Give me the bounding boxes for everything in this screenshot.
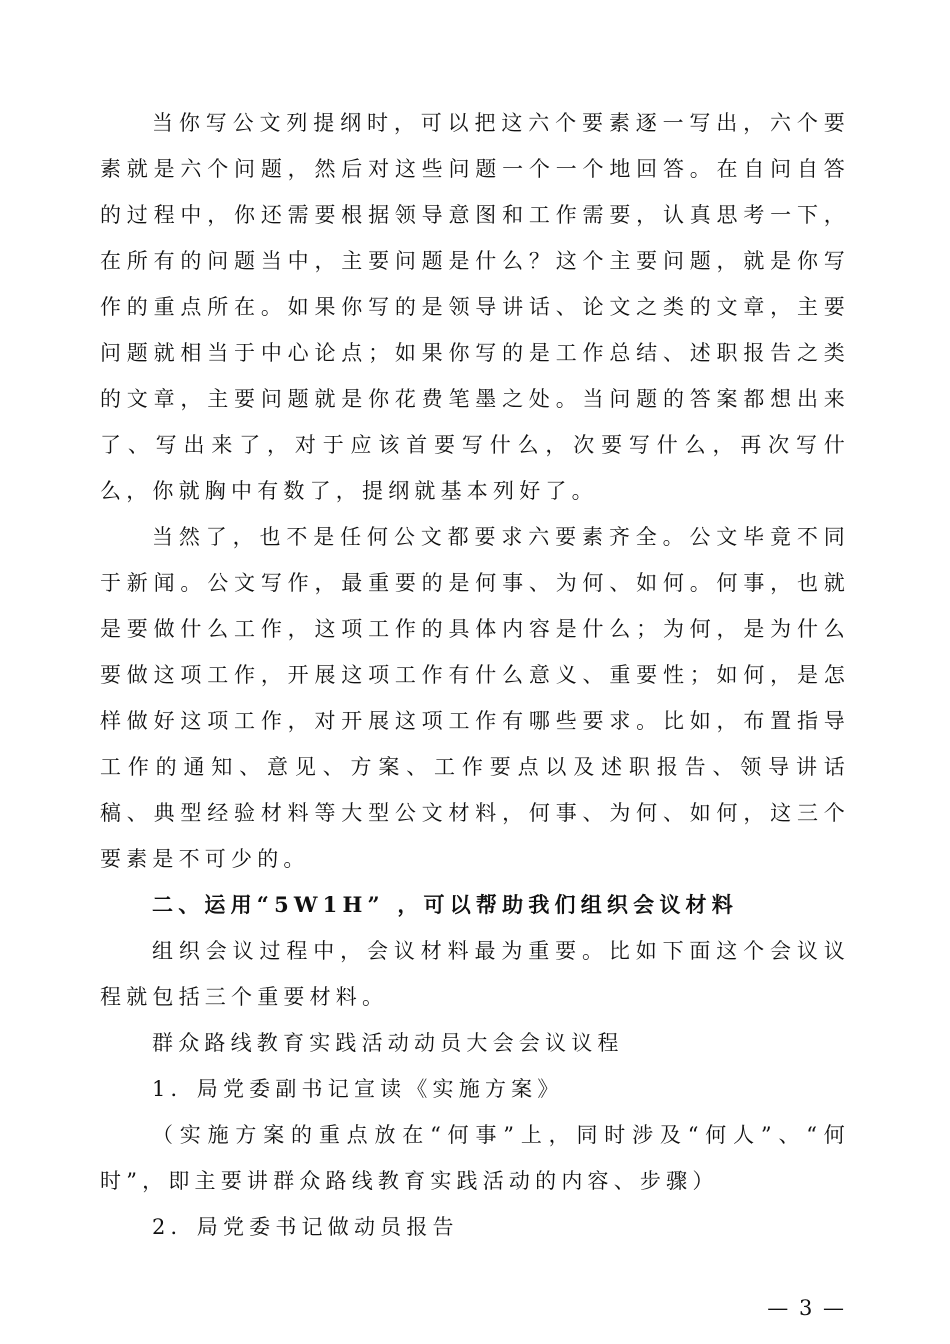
document-page: [100, 100, 850, 1250]
agenda-item-1-note: （实施方案的重点放在“何事”上，同时涉及“何人”、“何时”，即主要讲群众路线教育实践活动的内容、步骤）: [100, 1123, 850, 1193]
paragraph-outline: 当你写公文列提纲时，可以把这六个要素逐一写出，六个要素就是六个问题，然后对这些问题一个一个地回答。在自问自答的过程中，你还需要根据领导意图和工作需要，认真思考一下，在所有的问题当中，主要问题是什么？这个主要问题，就是你写作的重点所在。如果你写的是领导讲话、论文之类的文章，主要问题就相当于中心论点；如果你写的是工作总结、述职报告之类的文章，主要问题就是你花费笔墨之处。当问题的答案都想出来了、写出来了，对于应该首要写什么，次要写什么，再次写什么，你就胸中有数了，提纲就基本列好了。: [100, 111, 850, 503]
agenda-item-1: 1．局党委副书记宣读《实施方案》: [152, 1077, 564, 1101]
paragraph-elements: 当然了，也不是任何公文都要求六要素齐全。公文毕竟不同于新闻。公文写作，最重要的是何事、为何、如何。何事，也就是要做什么工作，这项工作的具体内容是什么；为何，是为什么要做这项工作，开展这项工作有什么意义、重要性；如何，是怎样做好这项工作，对开展这项工作有哪些要求。比如，布置指导工作的通知、意见、方案、工作要点以及述职报告、领导讲话稿、典型经验材料等大型公文材料，何事、为何、如何，这三个要素是不可少的。: [100, 525, 850, 871]
agenda-item-2: 2．局党委书记做动员报告: [152, 1215, 459, 1239]
agenda-title: 群众路线教育实践活动动员大会会议议程: [152, 1031, 624, 1055]
section-heading: 二、运用“5W1H” ，可以帮助我们组织会议材料: [152, 892, 738, 917]
paragraph-meeting-intro: 组织会议过程中，会议材料最为重要。比如下面这个会议议程就包括三个重要材料。: [100, 939, 850, 1009]
page-number: — 3 —: [767, 1296, 846, 1320]
